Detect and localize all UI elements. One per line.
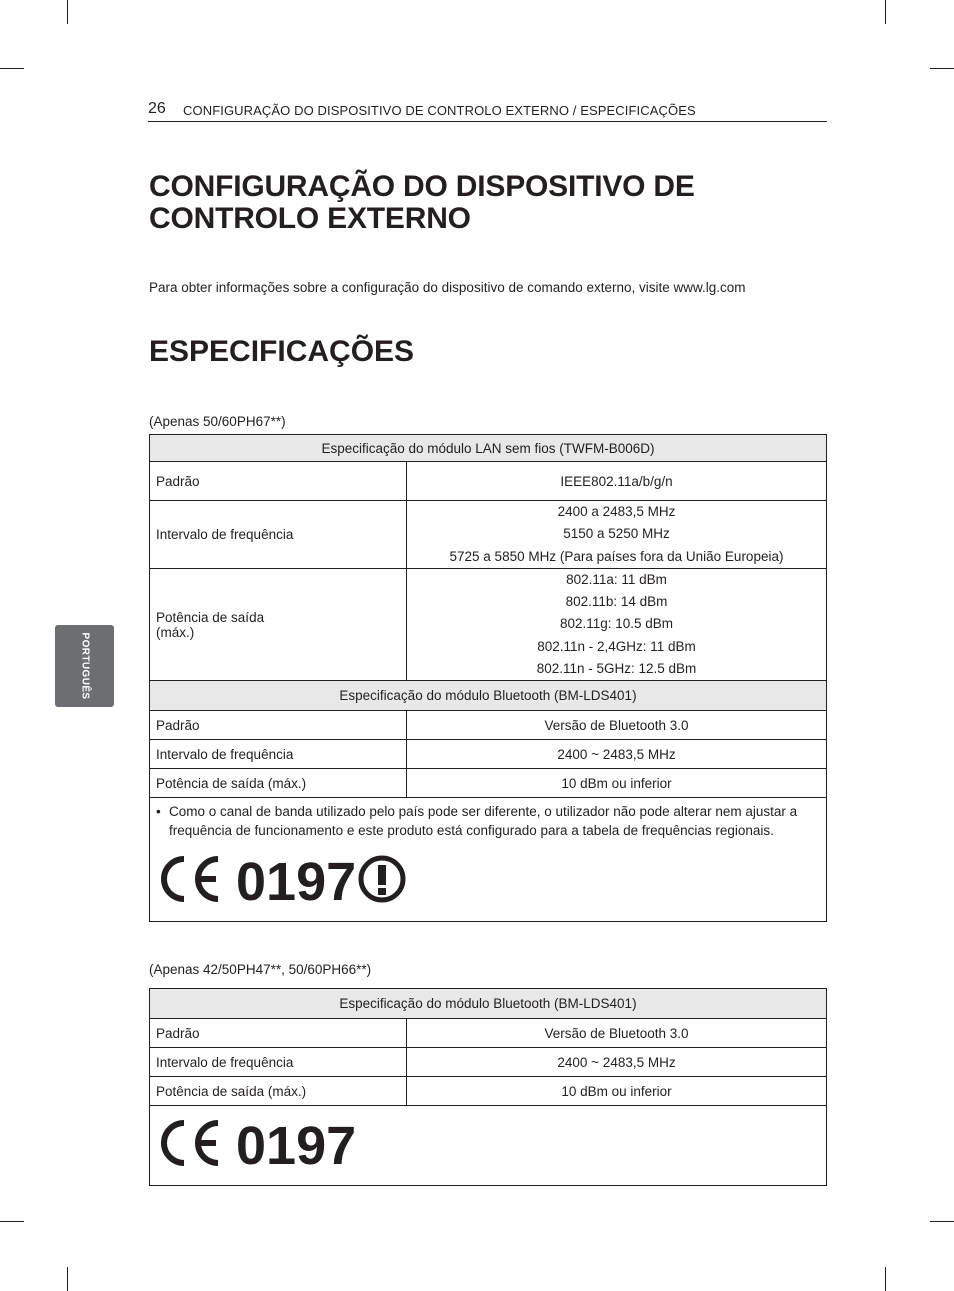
crop-mark bbox=[930, 68, 954, 69]
crop-mark bbox=[0, 68, 24, 69]
crop-mark bbox=[885, 1267, 886, 1291]
intro-paragraph: Para obter informações sobre a configuração do dispositivo de comando externo, visite www.lg.com bbox=[149, 280, 746, 295]
value-line: 802.11b: 14 dBm bbox=[565, 594, 668, 610]
row-value: IEEE802.11a/b/g/n bbox=[407, 462, 827, 501]
row-label: Potência de saída (máx.) bbox=[150, 769, 407, 798]
language-side-tab bbox=[55, 625, 114, 707]
page-number: 26 bbox=[148, 100, 166, 117]
value-line: 802.11a: 11 dBm bbox=[566, 571, 667, 587]
value-line: 2400 a 2483,5 MHz bbox=[557, 504, 676, 519]
table-row bbox=[150, 501, 827, 569]
crop-mark bbox=[0, 1221, 24, 1222]
row-label: Padrão bbox=[150, 462, 407, 501]
certification-marks bbox=[156, 1117, 820, 1171]
table-header-wlan: Especificação do módulo LAN sem fios (TWFM-B006D) bbox=[150, 435, 827, 462]
section-title-line: CONTROLO EXTERNO bbox=[149, 202, 471, 235]
ce-mark-icon bbox=[156, 1117, 366, 1171]
ce-number: 0197 bbox=[236, 1117, 357, 1171]
table-row bbox=[150, 769, 827, 798]
value-line: 802.11n - 2,4GHz: 11 dBm bbox=[537, 638, 696, 654]
value-line: 802.11g: 10.5 dBm bbox=[559, 616, 674, 632]
table-row bbox=[150, 1019, 827, 1048]
row-value: 10 dBm ou inferior bbox=[407, 769, 827, 798]
model-note: (Apenas 50/60PH67**) bbox=[149, 414, 286, 429]
row-value-multi bbox=[407, 568, 827, 680]
crop-mark bbox=[67, 1267, 68, 1291]
row-label: Intervalo de frequência bbox=[150, 1048, 407, 1077]
table-row bbox=[150, 462, 827, 501]
section-title-specifications: ESPECIFICAÇÕES bbox=[149, 335, 415, 368]
running-title: CONFIGURAÇÃO DO DISPOSITIVO DE CONTROLO EXTERNO / ESPECIFICAÇÕES bbox=[183, 103, 696, 118]
row-label: Potência de saída (máx.) bbox=[150, 1077, 407, 1106]
crop-mark bbox=[67, 0, 68, 24]
spec-table-bt bbox=[149, 988, 827, 1186]
row-value: 2400 ~ 2483,5 MHz bbox=[407, 1048, 827, 1077]
language-label: PORTUGUÊS bbox=[79, 632, 90, 700]
model-note: (Apenas 42/50PH47**, 50/60PH66**) bbox=[149, 962, 372, 977]
table-row bbox=[150, 1048, 827, 1077]
row-label: Padrão bbox=[150, 1019, 407, 1048]
row-label bbox=[150, 568, 407, 680]
row-label: Intervalo de frequência bbox=[150, 740, 407, 769]
table-row bbox=[150, 568, 827, 680]
section-title-line: CONFIGURAÇÃO DO DISPOSITIVO DE bbox=[149, 170, 695, 203]
bullet-icon: • bbox=[156, 804, 161, 820]
table-header-bluetooth: Especificação do módulo Bluetooth (BM-LDS401) bbox=[150, 989, 827, 1019]
table-row bbox=[150, 1077, 827, 1106]
row-label: Intervalo de frequência bbox=[150, 501, 407, 569]
crop-mark bbox=[885, 0, 886, 24]
table-row bbox=[150, 740, 827, 769]
compliance-note-text: Como o canal de banda utilizado pelo país pode ser diferente, o utilizador não pode alterar nem ajustar a frequência de funcionamento e este produto está configurado para a tabela de frequências regionais. bbox=[169, 804, 798, 839]
spec-table-wlan-bt bbox=[149, 434, 827, 922]
crop-mark bbox=[930, 1221, 954, 1222]
label-line: Potência de saída bbox=[156, 609, 265, 625]
table-header-bluetooth: Especificação do módulo Bluetooth (BM-LDS401) bbox=[150, 681, 827, 711]
table-row bbox=[150, 711, 827, 740]
value-line: 802.11n - 5GHz: 12.5 dBm bbox=[536, 661, 697, 677]
row-value: 10 dBm ou inferior bbox=[407, 1077, 827, 1106]
row-value: 2400 ~ 2483,5 MHz bbox=[407, 740, 827, 769]
compliance-cell bbox=[150, 798, 827, 922]
section-title-external-control bbox=[149, 171, 829, 235]
compliance-cell bbox=[150, 1106, 827, 1186]
row-label: Padrão bbox=[150, 711, 407, 740]
certification-marks bbox=[156, 853, 820, 907]
label-line: (máx.) bbox=[156, 624, 195, 640]
value-line: 5150 a 5250 MHz bbox=[563, 526, 670, 542]
value-line: 5725 a 5850 MHz (Para países fora da União Europeia) bbox=[449, 548, 784, 564]
row-value: Versão de Bluetooth 3.0 bbox=[407, 711, 827, 740]
ce-mark-icon bbox=[156, 853, 406, 907]
row-value: Versão de Bluetooth 3.0 bbox=[407, 1019, 827, 1048]
alert-class-ii-icon bbox=[361, 858, 403, 900]
header-rule bbox=[148, 121, 827, 122]
row-value-multi bbox=[407, 501, 827, 569]
ce-number: 0197 bbox=[236, 853, 357, 908]
compliance-note bbox=[156, 798, 820, 840]
